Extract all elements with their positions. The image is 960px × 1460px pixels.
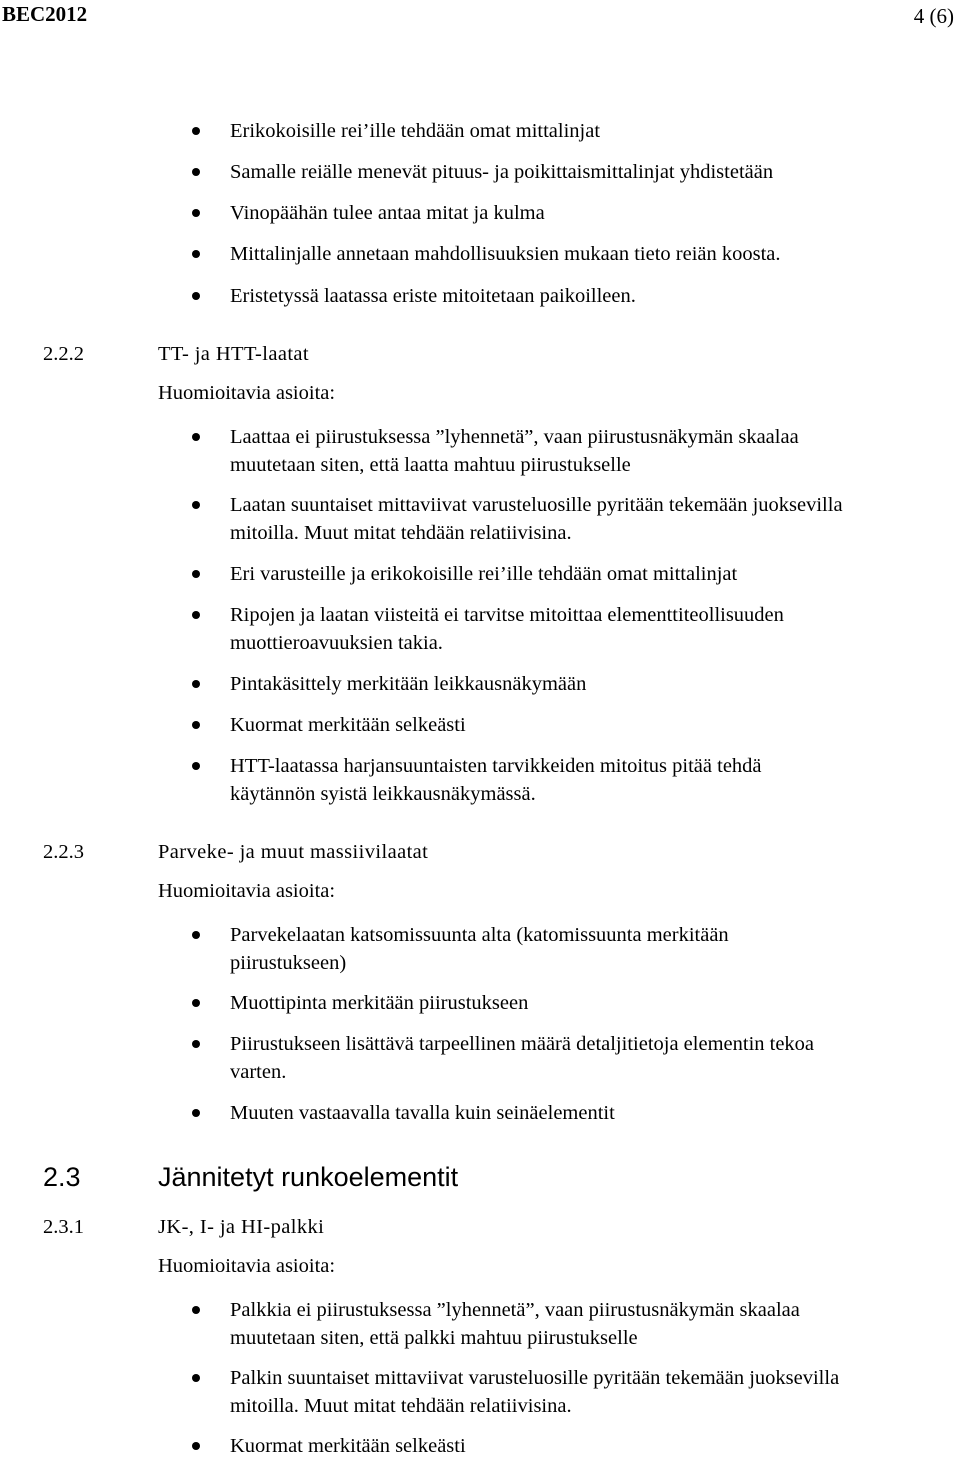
list-item: Muottipinta merkitään piirustukseen xyxy=(230,989,950,1017)
section-title: TT- ja HTT-laatat xyxy=(158,343,310,365)
section-title: Parveke- ja muut massiivilaatat xyxy=(158,841,429,863)
section-intro: Huomioitavia asioita: xyxy=(158,382,336,404)
list-item: Palkkia ei piirustuksessa ”lyhennetä”, vaan piirustusnäkymän skaalaa muutetaan siten, että palkki mahtuu piirustukselle xyxy=(230,1296,950,1352)
list-item: Mittalinjalle annetaan mahdollisuuksien mukaan tieto reiän koosta. xyxy=(230,240,950,268)
page-number: 4 (6) xyxy=(913,4,954,28)
list-item: Laattaa ei piirustuksessa ”lyhennetä”, vaan piirustusnäkymän skaalaa muutetaan siten, että laatta mahtuu piirustukselle xyxy=(230,423,950,479)
list-item: Ripojen ja laatan viisteitä ei tarvitse mitoittaa elementtiteollisuuden muottieroavuuksien takia. xyxy=(230,601,950,657)
section-number: 2.3.1 xyxy=(43,1216,84,1238)
section-intro: Huomioitavia asioita: xyxy=(158,1255,336,1277)
heading-number: 2.3 xyxy=(43,1162,81,1192)
list-item: Muuten vastaavalla tavalla kuin seinäelementit xyxy=(230,1099,950,1127)
heading-title: Jännitetyt runkoelementit xyxy=(158,1162,459,1192)
list-item: Kuormat merkitään selkeästi xyxy=(230,1432,950,1460)
list-item: Vinopäähän tulee antaa mitat ja kulma xyxy=(230,199,950,227)
list-item: Parvekelaatan katsomissuunta alta (katomissuunta merkitään piirustukseen) xyxy=(230,921,950,977)
list-item: Erikokoisille rei’ille tehdään omat mittalinjat xyxy=(230,117,950,145)
section-number: 2.2.2 xyxy=(43,343,84,365)
list-item: Eristetyssä laatassa eriste mitoitetaan paikoilleen. xyxy=(230,282,950,310)
list-item: Palkin suuntaiset mittaviivat varusteluosille pyritään tekemään juoksevilla mitoilla. Muut mitat tehdään relatiivisina. xyxy=(230,1364,950,1420)
section-number: 2.2.3 xyxy=(43,841,84,863)
list-item: Kuormat merkitään selkeästi xyxy=(230,711,950,739)
list-item: Laatan suuntaiset mittaviivat varusteluosille pyritään tekemään juoksevilla mitoilla. Muut mitat tehdään relatiivisina. xyxy=(230,491,950,547)
document-code: BEC2012 xyxy=(2,2,88,26)
section-intro: Huomioitavia asioita: xyxy=(158,880,336,902)
section-title: JK-, I- ja HI-palkki xyxy=(158,1216,325,1238)
list-item: Pintakäsittely merkitään leikkausnäkymään xyxy=(230,670,950,698)
list-item: Samalle reiälle menevät pituus- ja poikittaismittalinjat yhdistetään xyxy=(230,158,950,186)
list-item: Eri varusteille ja erikokoisille rei’ille tehdään omat mittalinjat xyxy=(230,560,950,588)
list-item: Piirustukseen lisättävä tarpeellinen määrä detaljitietoja elementin tekoa varten. xyxy=(230,1030,950,1086)
list-item: HTT-laatassa harjansuuntaisten tarvikkeiden mitoitus pitää tehdä käytännön syistä leikkausnäkymässä. xyxy=(230,752,950,808)
